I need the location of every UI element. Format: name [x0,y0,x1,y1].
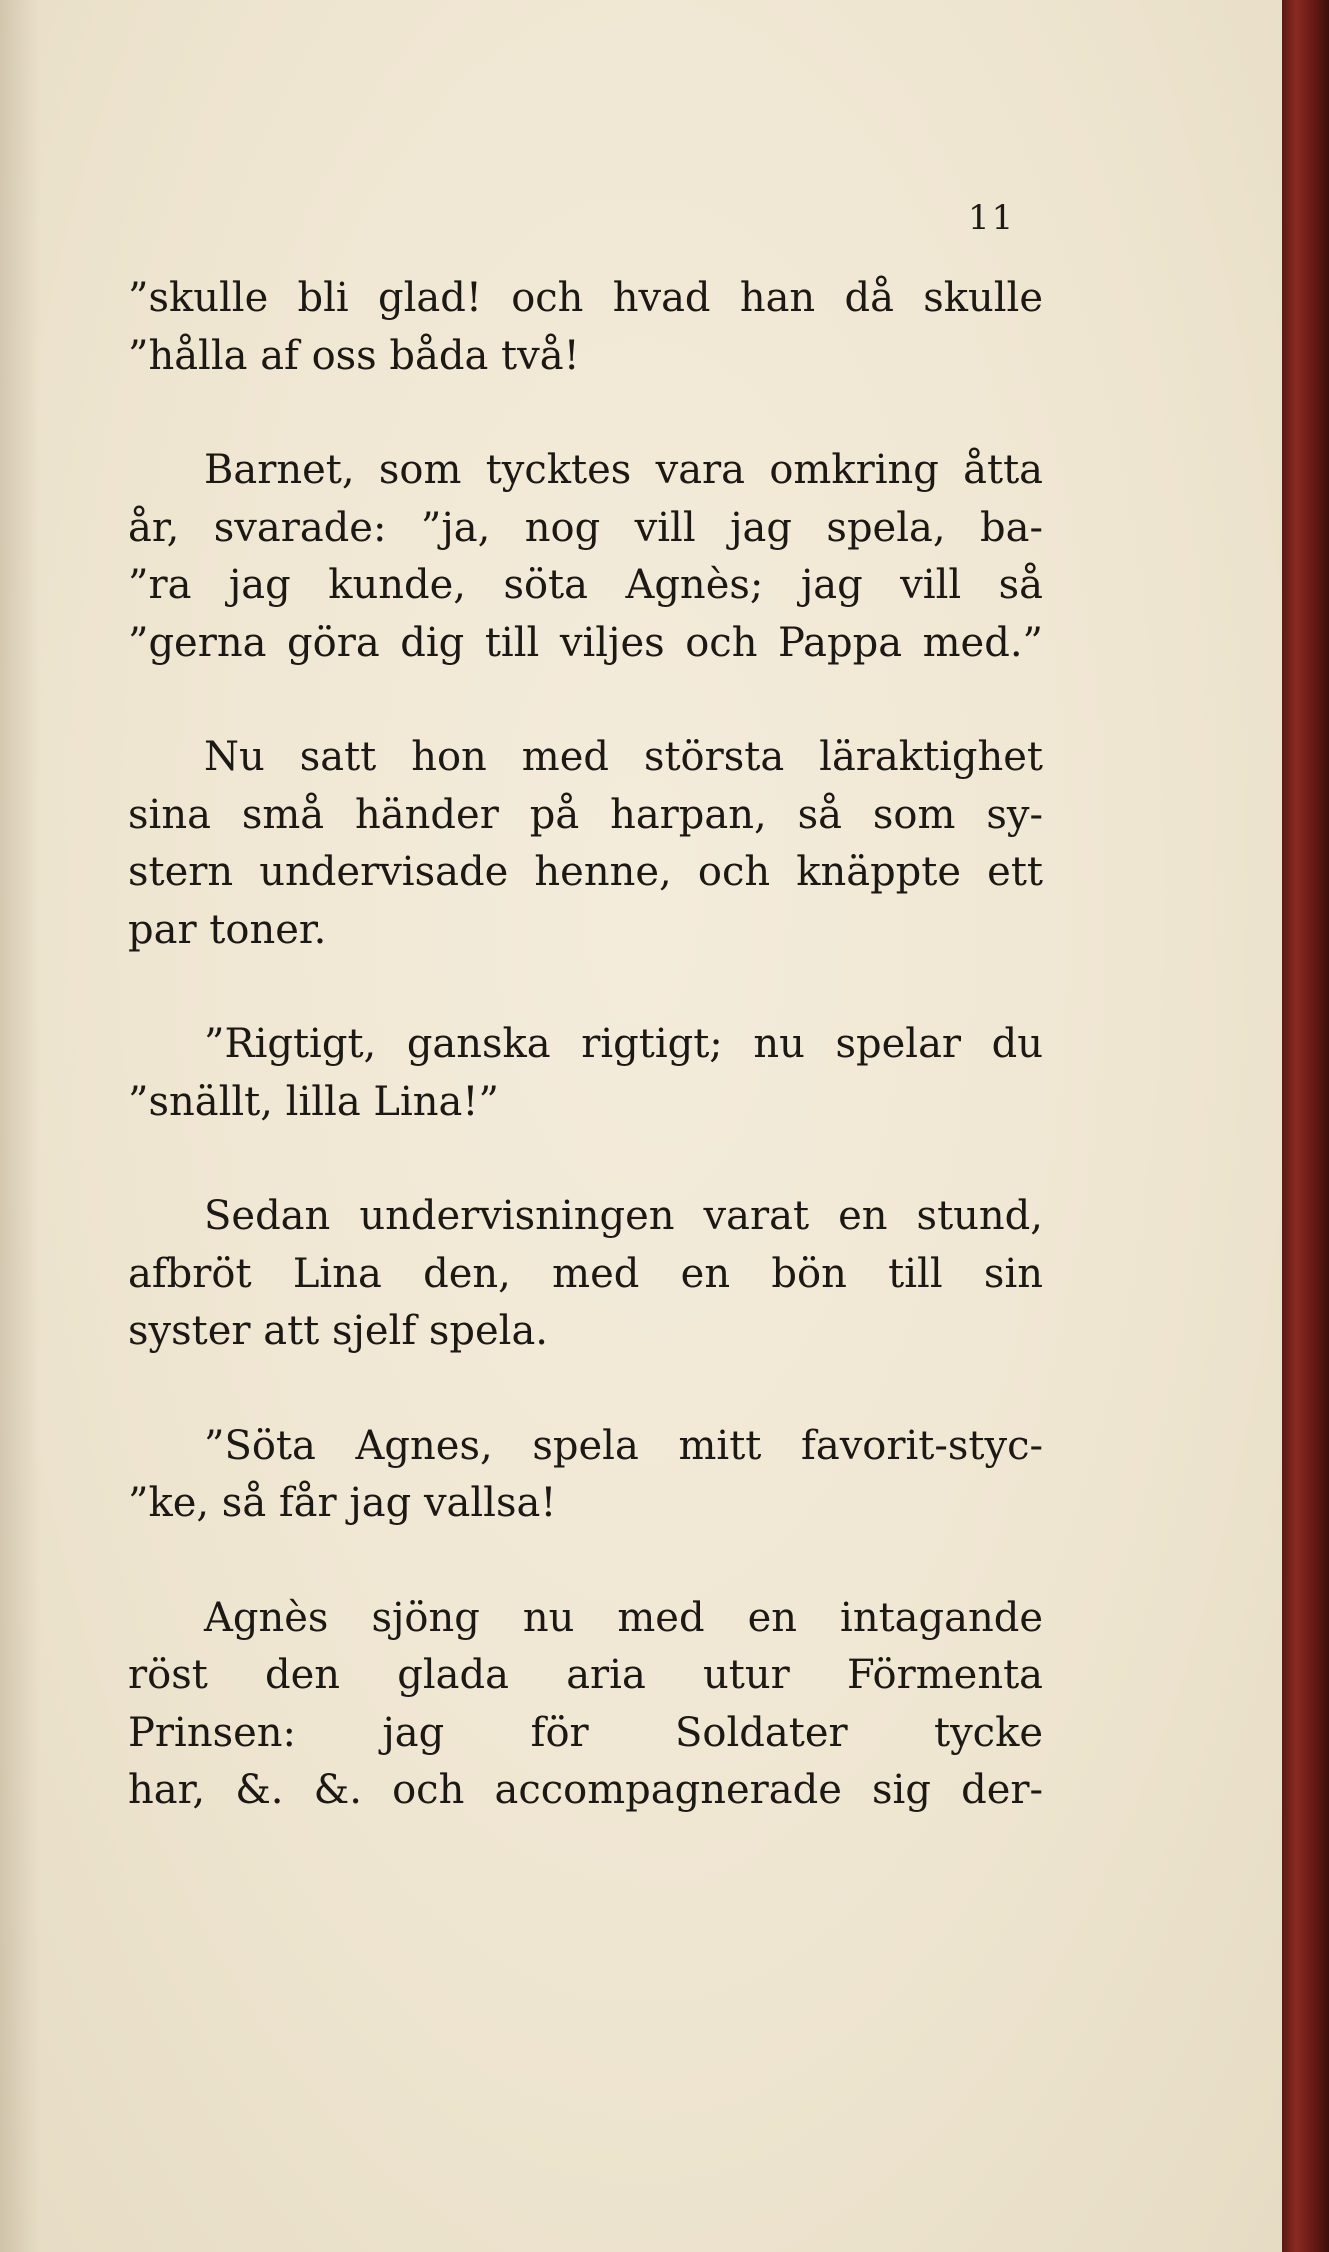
text-line: år, svarade: ”ja, nog vill jag spela, ba- [128,504,1043,551]
paragraph-6 [128,1418,1043,1533]
text-line: Barnet, som tycktes vara omkring åtta [204,447,1043,493]
text-line: par toner. [128,906,327,953]
text-line: ”snällt, lilla Lina!” [128,1078,499,1125]
text-line: stern undervisade henne, och knäppte ett [128,849,1043,895]
text-line: ”Söta Agnes, spela mitt favorit-styc- [204,1422,1043,1469]
book-spine [1282,0,1329,2252]
text-line: ”Rigtigt, ganska rigtigt; nu spelar du [204,1021,1043,1067]
text-line: har, &. &. och accompagnerade sig der- [128,1767,1043,1813]
text-line: syster att sjelf spela. [128,1308,549,1354]
text-line: afbröt Lina den, med en bön till sin [128,1250,1043,1297]
paragraph-5 [128,1188,1043,1361]
text-line: ”ke, så får jag vallsa! [128,1480,557,1526]
paragraph-3 [128,729,1043,959]
page-number: 11 [968,198,1016,238]
paragraph-1 [128,270,1043,385]
text-line: Sedan undervisningen varat en stund, [204,1193,1043,1239]
paragraph-4 [128,1016,1043,1131]
text-line: Nu satt hon med största läraktighet [204,734,1043,780]
text-line: ”gerna göra dig till viljes och Pappa med.” [128,619,1043,666]
text-line: ”skulle bli glad! och hvad han då skulle [128,275,1043,321]
text-line: sina små händer på harpan, så som sy- [128,791,1043,838]
text-line: ”hålla af oss båda två! [128,332,580,379]
paragraph-2 [128,442,1043,672]
text-line: Prinsen: jag för Soldater tycke [128,1709,1043,1756]
page-body [128,270,1043,1877]
text-line: ”ra jag kunde, söta Agnès; jag vill så [128,562,1043,608]
paragraph-7 [128,1590,1043,1820]
text-line: röst den glada aria utur Förmenta [128,1652,1043,1698]
text-line: Agnès sjöng nu med en intagande [204,1594,1043,1641]
